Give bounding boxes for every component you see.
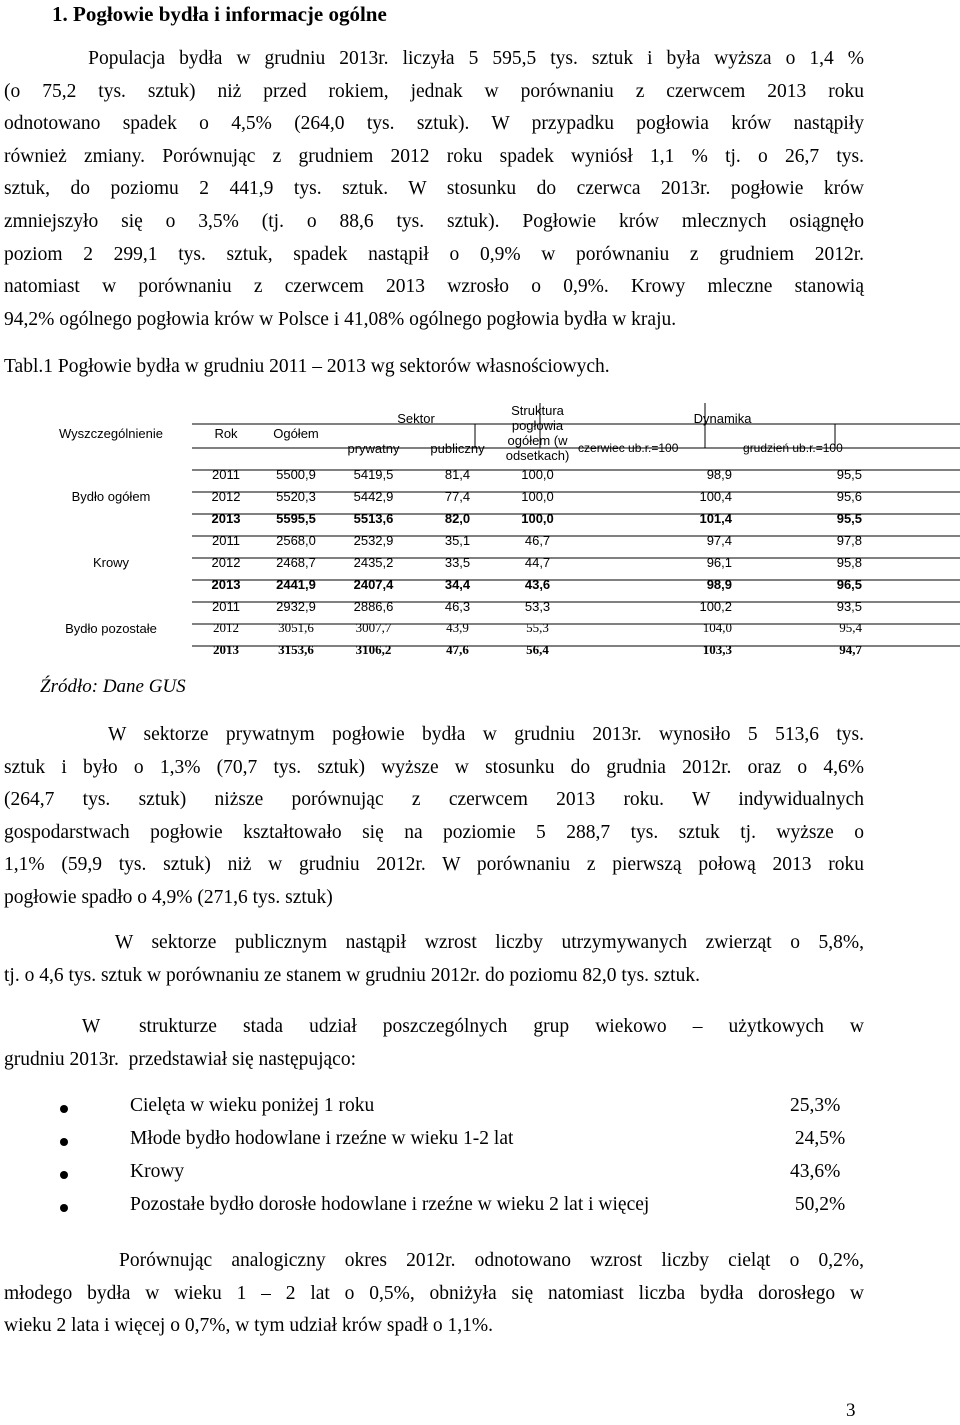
- table-cell: 100,0: [521, 488, 554, 504]
- table-cell: 5513,6: [353, 510, 394, 526]
- table-cell: 95,5: [836, 466, 863, 482]
- table-cell: 98,9: [706, 576, 733, 592]
- bullet-icon: [60, 1138, 68, 1146]
- text-line: poziom 2 299,1 tys. sztuk, spadek nastąpił o 0,9% w porównaniu z grudniem 2012r.: [4, 243, 864, 265]
- table-cell: 53,3: [524, 598, 551, 614]
- bullet-icon: [60, 1171, 68, 1179]
- table-cell: 2011: [212, 532, 240, 548]
- table-cell: prywatny: [347, 440, 400, 456]
- text-line: grudniu 2013r. przedstawiał się następująco:: [4, 1048, 356, 1070]
- table-cell: 3153,6: [278, 642, 314, 657]
- table-cell: 104,0: [702, 620, 733, 635]
- table-cell: 2013: [211, 510, 241, 526]
- table-cell: 2011: [212, 598, 240, 614]
- list-item-label: Pozostałe bydło dorosłe hodowlane i rzeźne w wieku 2 lat i więcej: [130, 1194, 650, 1215]
- table-cell: 101,4: [699, 510, 733, 526]
- table-cell: 2886,6: [353, 598, 394, 614]
- table-cell: ogółem (w odsetkach): [505, 433, 570, 463]
- table-cell: 95,5: [836, 510, 863, 526]
- source-note: Źródło: Dane GUS: [40, 676, 186, 697]
- table-cell: 2407,4: [353, 576, 394, 592]
- text-line: W strukturze stada udział poszczególnych grup wiekowo – użytkowych w: [4, 1016, 864, 1037]
- table-cell: grudzień ub.r.=100: [743, 441, 843, 455]
- table-cell: 94,7: [839, 642, 863, 657]
- table-cell: 3007,7: [355, 620, 392, 635]
- section-heading: 1. Pogłowie bydła i informacje ogólne: [52, 2, 387, 26]
- table-cell: 97,4: [706, 532, 733, 548]
- table-cell: 44,7: [524, 554, 551, 570]
- text-line: W sektorze publicznym nastąpił wzrost liczby utrzymywanych zwierząt o 5,8%,: [4, 932, 864, 953]
- table-cell: 81,4: [444, 466, 471, 482]
- table-cell: Krowy: [92, 554, 130, 570]
- table-cell: 98,9: [706, 466, 733, 482]
- table-cell: 2468,7: [276, 554, 316, 570]
- text-line: również zmiany. Porównując z grudniem 2012 roku spadek wyniósł 1,1 % tj. o 26,7 tys.: [4, 145, 864, 167]
- table-caption: Tabl.1 Pogłowie bydła w grudniu 2011 – 2013 wg sektorów własnościowych.: [4, 356, 610, 377]
- table-cell: Dynamika: [693, 410, 752, 426]
- text-line: 1,1% (59,9 tys. sztuk) niż w grudniu 2012r. W porównaniu z pierwszą połową 2013 roku: [4, 854, 864, 876]
- table-cell: 46,3: [444, 598, 471, 614]
- list-item-label: Krowy: [130, 1161, 185, 1182]
- page-number: 3: [846, 1400, 856, 1421]
- text-line: 94,2% ogólnego pogłowia krów w Polsce i 41,08% ogólnego pogłowia bydła w kraju.: [4, 308, 677, 330]
- paragraph-population: [4, 43, 864, 336]
- list-item-value: 43,6%: [790, 1161, 841, 1182]
- table-cell: czerwiec ub.r.=100: [578, 441, 679, 455]
- table-cell: 56,4: [526, 642, 549, 657]
- table-cell: 2932,9: [276, 598, 316, 614]
- table-cell: 2532,9: [353, 532, 394, 548]
- bullet-icon: [60, 1204, 68, 1212]
- table-cell: Ogółem: [273, 425, 319, 441]
- table-cell: 2012: [213, 620, 239, 635]
- text-line: natomiast w porównaniu z czerwcem 2013 wzrosło o 0,9%. Krowy mleczne stanowią: [4, 276, 864, 298]
- table-cell: 43,9: [446, 620, 469, 635]
- list-item-value: 24,5%: [790, 1128, 846, 1149]
- text-line: odnotowano spadek o 4,5% (264,0 tys. sztuk). W przypadku pogłowia krów nastąpiły: [4, 113, 864, 135]
- table-cell: 82,0: [444, 510, 471, 526]
- text-line: tj. o 4,6 tys. sztuk w porównaniu ze stanem w grudniu 2012r. do poziomu 82,0 tys. sztuk.: [4, 964, 700, 986]
- list-item-label: Młode bydło hodowlane i rzeźne w wieku 1-2 lat: [130, 1128, 514, 1149]
- table-cell: 2012: [211, 554, 241, 570]
- table-cell: publiczny: [430, 440, 485, 456]
- table-cell: 35,1: [444, 532, 471, 548]
- text-line: pogłowie spadło o 4,9% (271,6 tys. sztuk): [4, 886, 333, 908]
- table-row: [30, 463, 960, 485]
- text-line: (264,7 tys. sztuk) niższe porównując z czerwcem 2013 roku. W indywidualnych: [4, 789, 864, 811]
- table-cell: 95,8: [836, 554, 863, 570]
- table-cell: 3106,2: [355, 642, 392, 657]
- table-cell: 100,2: [699, 598, 733, 614]
- text-line: Populacja bydła w grudniu 2013r. liczyła 5 595,5 tys. sztuk i była wyższa o 1,4 %: [4, 48, 864, 69]
- table-cell: 33,5: [444, 554, 471, 570]
- table-cell: Sektor: [397, 410, 435, 426]
- table-cell: 3051,6: [278, 620, 314, 635]
- text-line: gospodarstwach pogłowie kształtowało się na poziomie 5 288,7 tys. sztuk tj. wyższe o: [4, 821, 864, 843]
- paragraph-public-sector: [4, 927, 864, 992]
- table-cell: 5595,5: [276, 510, 316, 526]
- paragraph-herd-structure: [4, 1011, 864, 1076]
- data-table: [30, 403, 960, 661]
- table-cell: 93,5: [836, 598, 863, 614]
- table-cell: 96,5: [836, 576, 863, 592]
- table-cell: 43,6: [524, 576, 551, 592]
- table-cell: Rok: [214, 425, 238, 441]
- table-cell: 5442,9: [353, 488, 394, 504]
- table-cell: 47,6: [446, 642, 469, 657]
- table-cell: 77,4: [444, 488, 471, 504]
- table-row: [30, 595, 960, 617]
- table-cell: 2441,9: [276, 576, 316, 592]
- bullet-icon: [60, 1105, 68, 1113]
- text-line: młodego bydła w wieku 1 – 2 lat o 0,5%, obniżyła się natomiast liczba bydła dorosłego w: [4, 1282, 864, 1304]
- text-line: wieku 2 lata i więcej o 0,7%, w tym udział krów spadł o 1,1%.: [4, 1315, 494, 1337]
- table-cell: 103,3: [702, 642, 733, 657]
- table-cell: 96,1: [706, 554, 733, 570]
- table-cell: Bydło pozostałe: [65, 620, 157, 636]
- table-cell: 46,7: [524, 532, 551, 548]
- list-item-value: 25,3%: [790, 1095, 841, 1116]
- table-cell: 2011: [212, 466, 240, 482]
- table-cell: 95,6: [836, 488, 863, 504]
- table-cell: 97,8: [836, 532, 863, 548]
- table-cell: 2012: [211, 488, 241, 504]
- table-cell: Struktura pogłowia: [511, 403, 564, 433]
- table-cell: 2435,2: [353, 554, 394, 570]
- table-cell: 100,4: [699, 488, 733, 504]
- table-cell: 55,3: [526, 620, 549, 635]
- text-line: W sektorze prywatnym pogłowie bydła w grudniu 2013r. wynosiło 5 513,6 tys.: [4, 724, 864, 745]
- table-cell: 2013: [211, 576, 241, 592]
- table-cell: Bydło ogółem: [71, 488, 151, 504]
- paragraph-comparison: [4, 1245, 864, 1343]
- list-item-label: Cielęta w wieku poniżej 1 roku: [130, 1095, 375, 1116]
- table-cell: 100,0: [521, 466, 554, 482]
- list-item-value: 50,2%: [790, 1194, 846, 1215]
- table-row: [30, 529, 960, 551]
- text-line: sztuk, do poziomu 2 441,9 tys. sztuk. W stosunku do czerwca 2013r. pogłowie krów: [4, 178, 864, 200]
- table-cell: 5419,5: [353, 466, 394, 482]
- text-line: (o 75,2 tys. sztuk) niż przed rokiem, jednak w porównaniu z czerwcem 2013 roku: [4, 80, 864, 102]
- table-cell: 34,4: [444, 576, 471, 592]
- table-cell: 5520,3: [276, 488, 316, 504]
- table-cell: Wyszczególnienie: [59, 425, 163, 441]
- table-cell: 100,0: [521, 510, 554, 526]
- text-line: sztuk i było o 1,3% (70,7 tys. sztuk) wyższe w stosunku do grudnia 2012r. oraz o 4,6%: [4, 756, 864, 778]
- table-cell: 2013: [213, 642, 239, 657]
- table-cell: 95,4: [839, 620, 863, 635]
- paragraph-private-sector: [4, 719, 864, 915]
- text-line: zmniejszyło się o 3,5% (tj. o 88,6 tys. sztuk). Pogłowie krów mlecznych osiągnęło: [4, 210, 864, 232]
- table-cell: 5500,9: [276, 466, 316, 482]
- table-cell: 2568,0: [276, 532, 316, 548]
- text-line: Porównując analogiczny okres 2012r. odnotowano wzrost liczby cieląt o 0,2%,: [4, 1250, 864, 1271]
